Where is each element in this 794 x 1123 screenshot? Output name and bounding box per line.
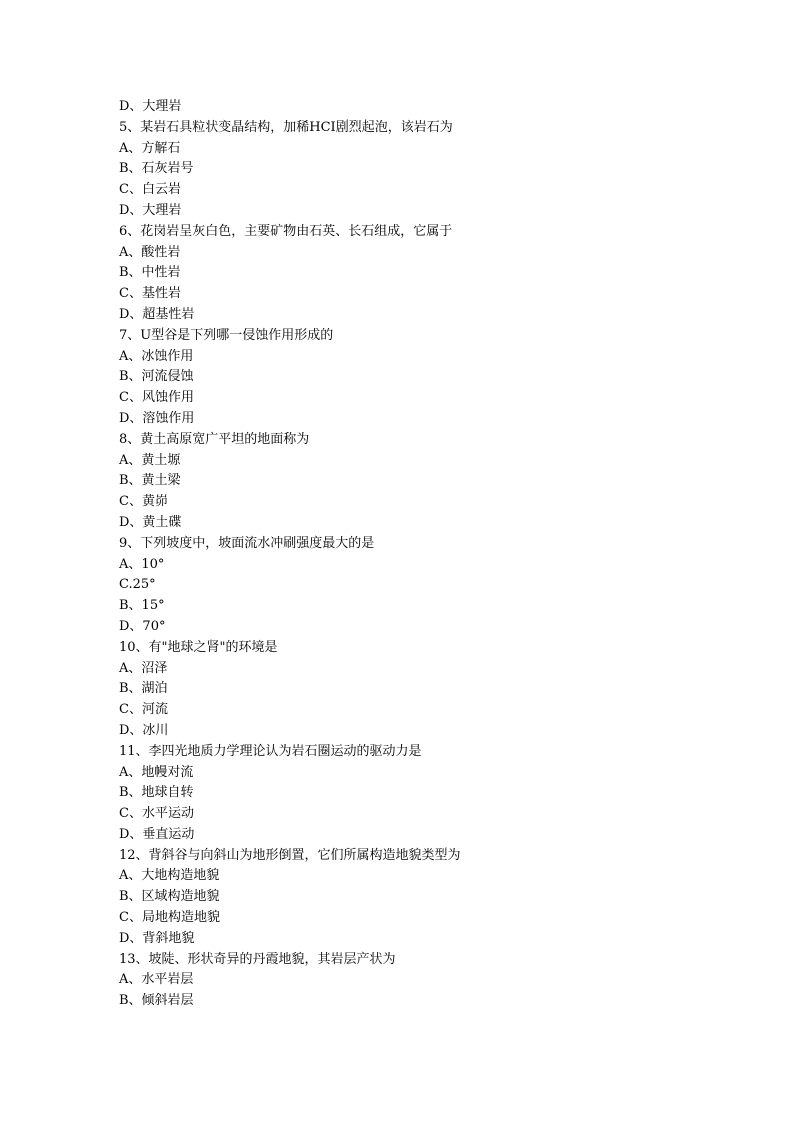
option-c-q12: C、局地构造地貌: [119, 910, 220, 926]
option-a-q7: A、冰蚀作用: [119, 348, 194, 364]
option-d-q9: D、70°: [119, 618, 166, 634]
option-d-q12: D、背斜地貌: [119, 930, 195, 946]
option-d-q6: D、超基性岩: [119, 306, 195, 322]
option-b-q13: B、倾斜岩层: [119, 993, 194, 1009]
option-a-q6: A、酸性岩: [119, 244, 181, 260]
option-b-q10: B、湖泊: [119, 681, 168, 697]
option-b-q5: B、石灰岩号: [119, 161, 194, 177]
question-11: 11、李四光地质力学理论认为岩石圈运动的驱动力是: [119, 743, 422, 759]
option-a-q11: A、地幔对流: [119, 764, 194, 780]
option-d-q8: D、黄土碟: [119, 514, 182, 530]
option-c-q6: C、基性岩: [119, 286, 181, 302]
option-d-q10: D、冰川: [119, 722, 169, 738]
option-a-q10: A、沼泽: [119, 660, 168, 676]
option-b-q6: B、中性岩: [119, 265, 181, 281]
question-12: 12、背斜谷与向斜山为地形倒置，它们所属构造地貌类型为: [119, 847, 461, 863]
question-10: 10、有"地球之肾"的环境是: [119, 639, 278, 655]
question-13: 13、坡陡、形状奇异的丹霞地貌，其岩层产状为: [119, 951, 396, 967]
option-d-q11: D、垂直运动: [119, 826, 195, 842]
option-a-q13: A、水平岩层: [119, 972, 194, 988]
option-c-q7: C、风蚀作用: [119, 390, 194, 406]
option-c-q10: C、河流: [119, 702, 168, 718]
question-9: 9、下列坡度中，坡面流水冲刷强度最大的是: [119, 535, 375, 551]
question-list: [119, 97, 719, 1012]
option-c-q5: C、白云岩: [119, 182, 181, 198]
option-a-q8: A、黄土塬: [119, 452, 181, 468]
option-b-q9: B、15°: [119, 598, 165, 614]
option-c-q8: C、黄峁: [119, 494, 168, 510]
option-c-q9: C.25°: [119, 577, 156, 593]
question-7: 7、U型谷是下列哪一侵蚀作用形成的: [119, 327, 334, 343]
option-b-q8: B、黄土梁: [119, 473, 181, 489]
option-b-q12: B、区域构造地貌: [119, 889, 220, 905]
option-a-q5: A、方解石: [119, 140, 181, 156]
option-d-q4: D、大理岩: [119, 99, 182, 114]
question-6: 6、花岗岩呈灰白色，主要矿物由石英、长石组成，它属于: [119, 223, 453, 239]
question-8: 8、黄土高原宽广平坦的地面称为: [119, 431, 310, 447]
option-b-q7: B、河流侵蚀: [119, 369, 194, 385]
option-a-q9: A、10°: [119, 556, 165, 572]
option-b-q11: B、地球自转: [119, 785, 194, 801]
option-d-q7: D、溶蚀作用: [119, 410, 195, 426]
option-c-q11: C、水平运动: [119, 806, 194, 822]
option-a-q12: A、大地构造地貌: [119, 868, 220, 884]
question-5: 5、某岩石具粒状变晶结构，加稀HCI剧烈起泡，该岩石为: [119, 119, 453, 135]
option-d-q5: D、大理岩: [119, 202, 182, 218]
